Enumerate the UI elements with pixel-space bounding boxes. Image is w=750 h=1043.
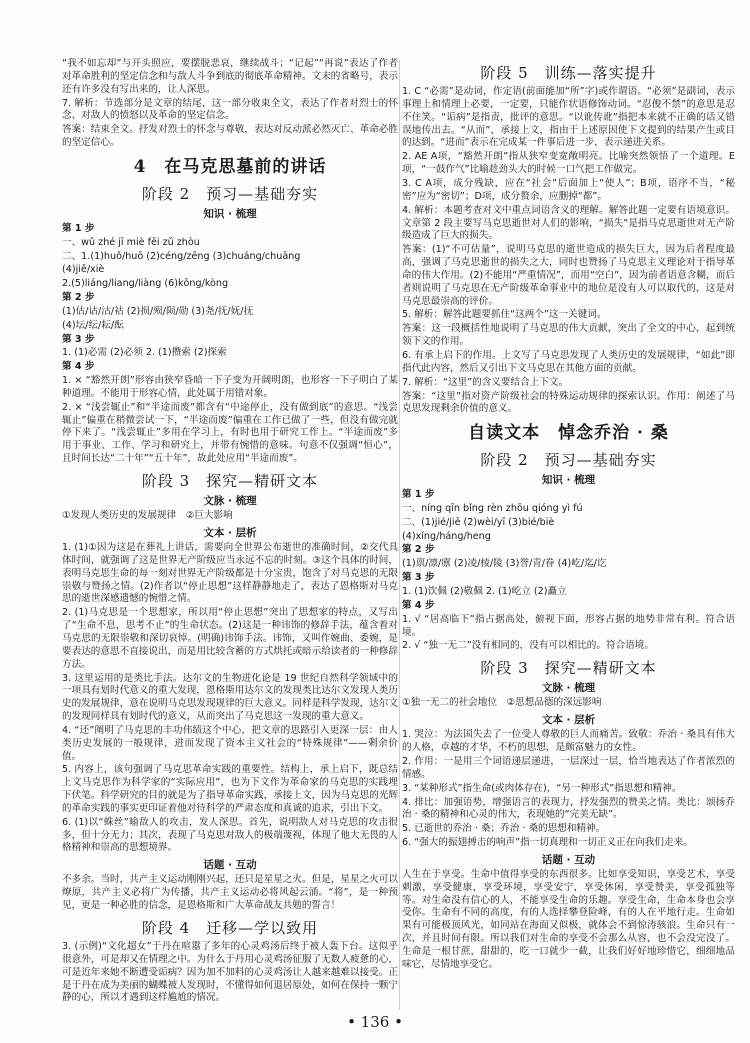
answer-item: 7. 解析：“这里”的含义要结合上下文。	[402, 376, 569, 388]
analysis-item: 5. 已逝世的乔治 · 桑；乔治 · 桑的思想和精神。	[402, 823, 606, 835]
answer-item: 4. 解析：本题考查对文中重点词语含义的理解。解答此题一定要有语境意识。文章第 2 段主要写马克思逝世对人们的影响，“损失”是指马克思逝世对无产阶级造成了巨大的损失。	[402, 204, 735, 242]
section-subtitle: 文本 · 层析	[541, 714, 596, 727]
answer-line: (4)jiě/xiè	[62, 264, 105, 276]
analysis-item: 2. (1)马克思是一个思想家，所以用“停止思想”突出了思想家的特点，又写出了“生命不息，思考不止”的生命状态。(2)这是一种讳饰的修辞手法，蕴含着对马克思的无限崇敬和深切哀悼。(明确)讳饰手法。讳饰，又叫作婉曲、委婉，是要表达的意思不直接说出，而是用比较含蓄的方式烘托或暗示给读者的一种修辞方法。	[62, 607, 398, 670]
analysis-item: 2. 作用：一是用三个词语递层递进，一层深过一层，恰当地表达了作者浓烈的情感。	[402, 755, 735, 780]
step-label: 第 3 步	[62, 333, 95, 345]
answer-line: (4)坛/纭/耘/酝	[62, 319, 124, 331]
answer-line: 1. √ “居高临下”指占据高处，俯视下面，形容占据的地势非常有利。符合语境。	[402, 613, 735, 638]
step-label: 第 4 步	[402, 599, 435, 611]
page-number: • 136 •	[347, 1013, 403, 1031]
answer-line: (1)估/诂/沽/祜 (2)损/殒/陨/勋 (3)尧/抚/妩/抚	[62, 305, 254, 317]
answer-line: 1. (1)必需 (2)必须 2. (1)攒索 (2)探索	[62, 347, 227, 359]
answer-item: 答案：这一段概括性地说明了马克思的伟大贡献，突出了全文的中心，起到统领下文的作用。	[402, 323, 735, 348]
analysis-item: 5. 内容上，该句强调了马克思革命实践的重要性。结构上，承上启下，既总结上文马克思作为科学家的“实际应用”，也为下文作为革命家的马克思的实践埋下伏笔。科学研究的目的就是为了指导革命实践，承接上文，因为马克思的光辉的革命实践的事实更印证着他对待科学的严肃态度和真诚的追求，引出下文。	[62, 764, 398, 814]
stage-heading: 阶段 3 探究—精研文本	[141, 472, 319, 491]
answer-line: 二、(1)jié/jiē (2)wèi/yī (3)bié/biè	[402, 516, 555, 528]
analysis-item: 1. (1)①因为这是在葬礼上讲话，需要向全世界公布逝世的准确时间，②交代具体时间，就强调了这是世界无产阶级应当永远不忘的时刻。③这个具体的时间，表明马克思生命的每一刻对世界无产阶级都是十分宝贵，饱含了对马克思的无限崇敬与赞扬之情。(2)作者以“停止思想”这样静静地走了，表达了恩格斯对马克思的逝世深感遗憾的惋惜之情。	[62, 542, 398, 605]
answer-item: 答案：(1)“不可估量”，说明马克思的逝世造成的损失巨大，因为后者程度最高，强调了马克思逝世的损失之大，同时也赞扬了马克思主义理论对于指导革命的伟大作用。(2)不能用“严重情况”，而用“空白”，因为前者语意含糊，而后者则说明了马克思在无产阶级革命事业中的地位是没有人可以取代的，这是对马克思最崇高的评价。	[402, 244, 735, 307]
paragraph: 3. (示例)“文化超女”于丹在喧嚣了多年的心灵鸡汤后终于被人轰下台。这似乎很意外，可是却又在情理之中。为什么于丹用心灵鸡汤征服了无数人疲惫的心，可是近年来她不断遭受诟病？因为加不加料的心灵鸡汤让人越来越难以接受。正是于丹在成为美丽的蝴蝶被人发现时，不懂得如何退居原处，如何在保持一颗宁静的心，所以才遇到这样尴尬的情况。	[62, 941, 398, 1004]
section-subtitle: 文脉 · 梳理	[541, 682, 596, 695]
answer-line: 二、1.(1)huǒ/huō (2)céng/zēng (3)chuáng/chuāng	[62, 250, 301, 262]
answer-item: 答案：“这里”指对资产阶级社会的特殊运动规律的探索认识。作用：阐述了马克思发现剩余价值的意义。	[402, 390, 735, 415]
answer-line: 2. × “浅尝辄止”和“半途而废”都含有“中途停止，没有做到底”的意思。“浅尝辄止”偏重在稍微尝试一下，“半途而废”偏重在工作已做了一些，但没有做完就停下来了。“浅尝辄止”多用在学习上，有时也用于研究工作上。“半途而废”多用于事业、工作、学习和研究上，并带有惋惜的意味。句意不仅强调“恒心”，且时间长达“二十年”“五十年”，故此处应用“半途而废”。	[62, 401, 398, 465]
stage-heading: 阶段 3 探究—精研文本	[480, 659, 657, 678]
analysis-item: 1. 哭泣：为法国失去了一位受人尊敬的巨人而痛苦。致敬：乔治 · 桑具有伟大的人格，卓越的才华，不朽的思想，是颇富魅力的女性。	[402, 729, 735, 754]
step-label: 第 3 步	[402, 572, 435, 584]
answer-line: 1. × “豁然开朗”形容由狭窄昏暗一下子变为开阔明朗，也形容一下子明白了某种道理。不能用于形容心情，此处属于用错对象。	[62, 375, 398, 399]
answer-item: 3. C A项，成分残缺，应在“社会”后面加上“使人”；B项，语序不当，“秘密”应为“密切”；D项，成分赘余，应删掉“都”。	[402, 178, 735, 202]
answer-line: (4)xíng/háng/heng	[402, 530, 491, 542]
section-subtitle: 文脉 · 梳理	[203, 495, 257, 508]
lesson-title: 4 在马克思墓前的讲话	[133, 156, 327, 177]
answer-item: 5. 解析：解答此题要抓住“这两个”这一关键词。	[402, 309, 607, 321]
step-label: 第 1 步	[402, 489, 435, 501]
column-divider	[399, 60, 400, 1010]
analysis-item: 3. “某种形式”指生命(或肉体存在)，“另一种形式”指思想和精神。	[402, 782, 682, 794]
step-label: 第 2 步	[62, 292, 95, 304]
answer-line: (1)禀/凛/廪 (2)凌/棱/陵 (3)誉/青/眷 (4)屹/迄/讫	[402, 558, 607, 570]
paragraph: 7. 解析：节选部分是文章的结尾，这一部分收束全文，表达了作者对烈士的怀念、对敌人的愤怒以及革命的坚定信念。	[62, 97, 398, 122]
analysis-item: 4. “还”阐明了马克思的丰功伟绩这个中心，把文章的思路引入更深一层：由人类历史发展的一般规律，进而发现了资本主义社会的“特殊规律”——剩余价值。	[62, 724, 398, 762]
answer-item: 1. C “必需”是动词，作定语(前面能加“所”字)或作谓语。“必须”是副词，表示事理上和情理上必要，一定要，只能作状语修饰动词。“忍俊不禁”的意思是忍不住笑。“诟病”是指责，批评的意思。“以讹传讹”指把本来就不正确的话又错误地传出去。“从而”，承接上文，指由于上述原因使下文提到的结果产生或目的达到。“进而”表示在完成某一件事后进一步，表示递进关系。	[402, 86, 735, 149]
left-column	[62, 58, 398, 1008]
section-subtitle: 话题 · 互动	[541, 853, 596, 866]
lesson-title: 自读文本 悼念乔治 · 桑	[468, 423, 669, 444]
section-subtitle: 知识 · 梳理	[541, 474, 596, 487]
section-subtitle: 文本 · 层析	[203, 527, 257, 540]
answer-line: ①独一无二的社会地位 ②思想品德的深远影响	[402, 697, 602, 709]
stage-heading: 阶段 2 预习—基础夯实	[480, 450, 657, 469]
answer-item: 6. 有承上启下的作用。上文写了马克思发现了人类历史的发展规律，“如此”即指代此内容，然后又引出下文马克思在其他方面的贡献。	[402, 349, 735, 374]
answer-line: 一、níng qīn bǐng rèn zhōu qióng yì fú	[402, 502, 583, 514]
answer-item: 2. AE A项，“豁然开朗”指从狭窄变宽敞明亮。比喻突然领悟了一个道理。E项，“一鼓作气”比喻趁劲头大的时候一口气把工作做完。	[402, 151, 735, 176]
step-label: 第 1 步	[62, 222, 95, 234]
right-column	[402, 58, 735, 1008]
analysis-item: 3. 这里运用的是类比手法。达尔文的生物进化论是 19 世纪自然科学领域中的一项具有划时代意义的重大发现，恩格斯用达尔文的发现类比达尔文发现人类历史的发展规律，意在说明马克思发现规律的巨大意义。同样是科学发现，达尔文的发现同样具有划时代的意义，从而突出了马克思这一发现的重大意义。	[62, 672, 398, 723]
section-subtitle: 话题 · 互动	[203, 859, 257, 872]
paragraph: 人生在于享受。生命中值得享受的东西很多。比如享受知识，享受艺术，享受刺激，享受健康，享受环境，享受安宁，享受休闲，享受赞美，享受孤独等等。对生命没有信心的人，不能享受生命的乐趣。享受生命，生命本身也会享受你。生命有不同的高度，有的人选择攀登险峰，有的人在平地行走。生命如果有可能极顶风光，如同站在海面又似极，就体会不到惊涛骇浪。生命只有一次，并且时间有限。所以我们对生命的享受不会那么从容，也不会没完没了。生命是一根甘蔗，甜甜的，吃一口就少一截，让我们好好地珍惜它，细细地品味它，尽情地享受它。	[402, 868, 735, 970]
analysis-item: 6. “强大的振翅搏击的响声”指一切真理和一切正义正在向我们走来。	[402, 837, 693, 849]
paragraph: 不多余。当时，共产主义运动刚刚兴起，还只是星星之火。但是，星星之火可以燎原，共产主义必将广为传播，共产主义运动必将风起云涌。“将”，是一种预见，更是一种必胜的信念，是恩格斯和广大革命战友共勉的誓言！	[62, 874, 398, 912]
paragraph: “我不如忘却”与开头照应，要摆脱悲哀，继续战斗；“记起”“再说”表达了作者对革命胜利的坚定信念和与敌人斗争到底的彻底革命精神。文末的省略号，表示还有许多没有写出来的，让人深思。	[62, 58, 398, 95]
answer-line: 1. (1)饮佩 (2)敬佩 2. (1)屹立 (2)矗立	[402, 586, 567, 598]
step-label: 第 4 步	[62, 361, 95, 373]
analysis-item: 6. (1)以“蛛丝”喻敌人的攻击，发人深思。首先，说明敌人对马克思的攻击很多，但十分无力；其次，表现了马克思对敌人的极端蔑视，体现了他大无畏的人格精神和崇高的思想境界。	[62, 816, 398, 854]
answer-line: 一、wǔ zhé jī miè fēi zǔ zhòu	[62, 236, 200, 248]
answer-line: 2. √ “独一无二”没有相同的，没有可以相比的。符合语境。	[402, 640, 654, 652]
stage-heading: 阶段 4 迁移—学以致用	[141, 918, 319, 937]
section-subtitle: 知识 · 梳理	[203, 207, 257, 220]
step-label: 第 2 步	[402, 544, 435, 556]
answer-line: 2.(5)liáng/liang/liàng (6)kōng/kòng	[62, 278, 229, 290]
stage-heading: 阶段 2 预习—基础夯实	[141, 184, 319, 203]
answer-line: ①发现人类历史的发展规律 ②巨大影响	[62, 510, 233, 522]
paragraph: 答案：结束全文。抒发对烈士的怀念与尊敬，表达对反动派必然灭亡、革命必胜的坚定信心。	[62, 124, 398, 149]
stage-heading: 阶段 5 训练—落实提升	[480, 64, 657, 82]
analysis-item: 4. 排比：加强语势，增强语言的表现力，抒发强烈的赞美之情。类比：颂扬乔治 · 桑的精神和心灵的伟大，表现她的“完美无缺”。	[402, 796, 735, 821]
